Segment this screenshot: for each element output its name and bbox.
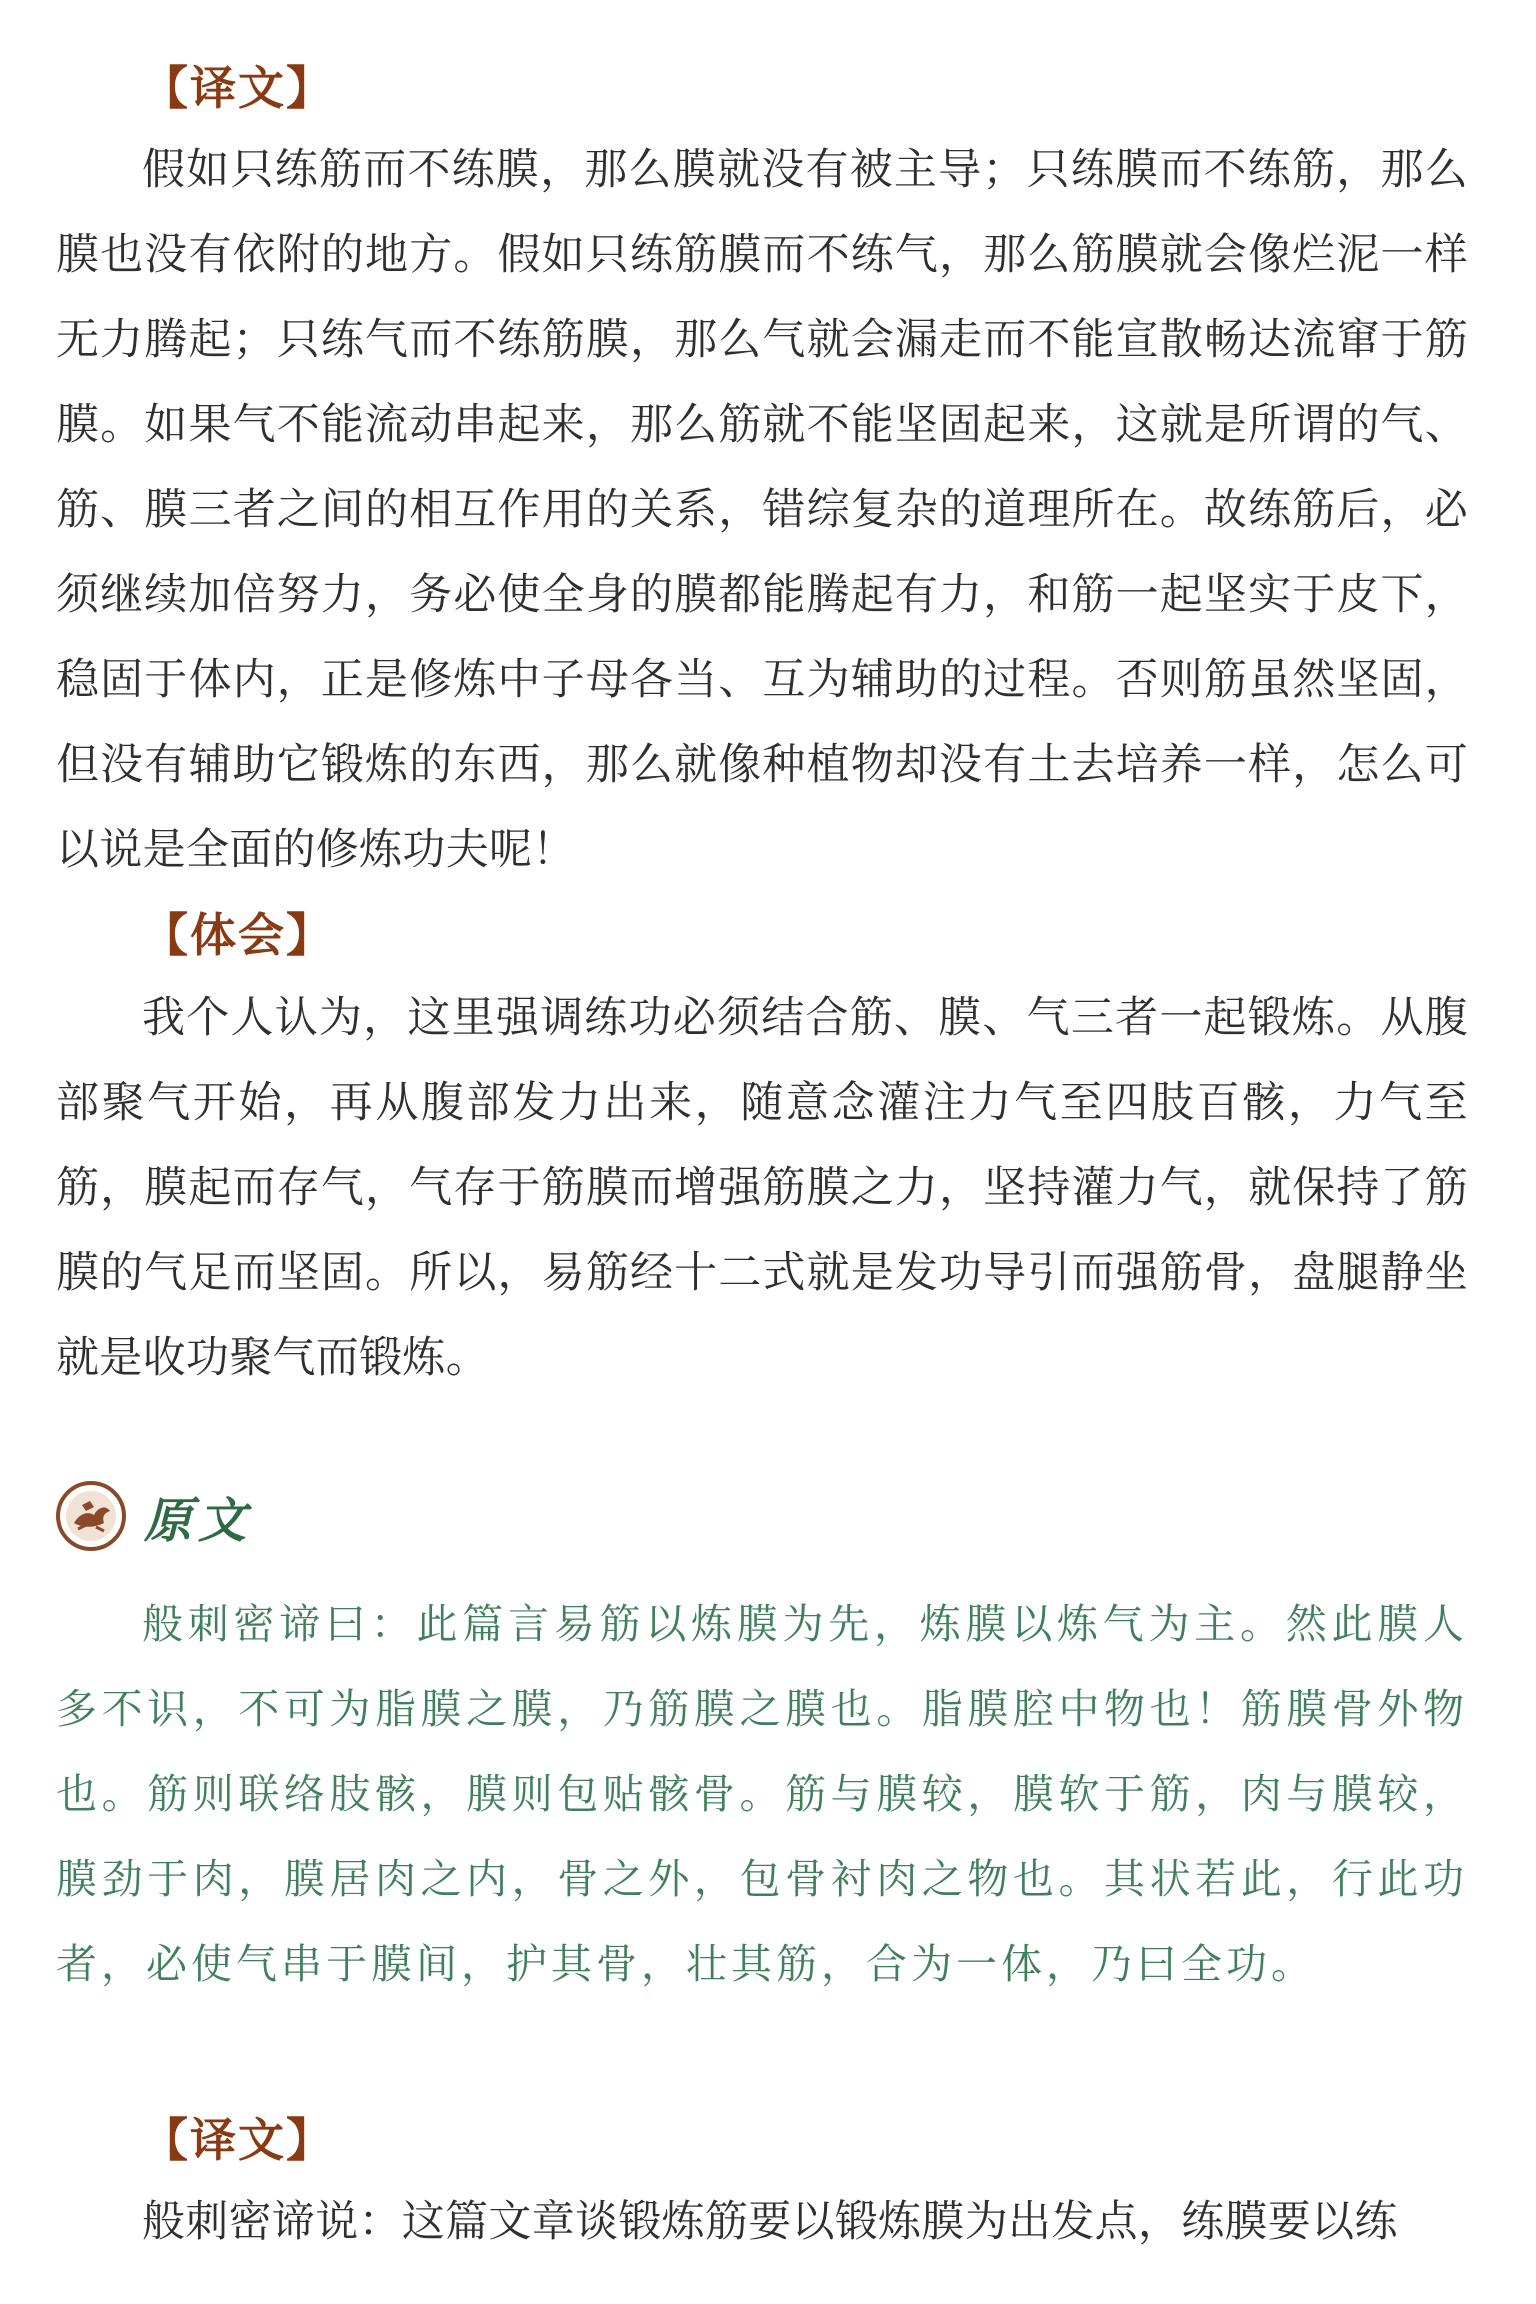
insight-heading: 【体会】 xyxy=(142,908,334,962)
translation-heading-2: 【译文】 xyxy=(142,2113,334,2167)
original-section-label: 原文 xyxy=(144,1492,253,1549)
insight-paragraph: 我个人认为，这里强调练功必须结合筋、膜、气三者一起锻炼。从腹部聚气开始，再从腹部发力出来，随意念灌注力气至四肢百骸，力气至筋，膜起而存气，气存于筋膜而增强筋膜之力，坚持灌力气，就保持了筋膜的气足而坚固。所以，易筋经十二式就是发功导引而强筋骨，盘腿静坐就是收功聚气而锻炼。 xyxy=(56,993,1468,1383)
original-classic-paragraph: 般刺密谛曰：此篇言易筋以炼膜为先，炼膜以炼气为主。然此膜人多不识，不可为脂膜之膜，乃筋膜之膜也。脂膜腔中物也！筋膜骨外物也。筋则联络肢骸，膜则包贴骸骨。筋与膜较，膜软于筋，肉与膜较，膜劲于肉，膜居肉之内，骨之外，包骨衬肉之物也。其状若此，行此功者，必使气串于膜间，护其骨，壮其筋，合为一体，乃曰全功。 xyxy=(56,1600,1468,1988)
translation-paragraph-2: 般刺密谛说：这篇文章谈锻炼筋要以锻炼膜为出发点，练膜要以练 xyxy=(142,2197,1398,2247)
translation-heading-1: 【译文】 xyxy=(142,61,334,115)
seal-emblem-icon xyxy=(56,1481,126,1551)
original-section-title xyxy=(56,1478,252,1554)
translation-paragraph-1: 假如只练筋而不练膜，那么膜就没有被主导；只练膜而不练筋，那么膜也没有依附的地方。假如只练筋膜而不练气，那么筋膜就会像烂泥一样无力腾起；只练气而不练筋膜，那么气就会漏走而不能宣散畅达流窜于筋膜。如果气不能流动串起来，那么筋就不能坚固起来，这就是所谓的气、筋、膜三者之间的相互作用的关系，错综复杂的道理所在。故练筋后，必须继续加倍努力，务必使全身的膜都能腾起有力，和筋一起坚实于皮下，稳固于体内，正是修炼中子母各当、互为辅助的过程。否则筋虽然坚固，但没有辅助它锻炼的东西，那么就像种植物却没有土去培养一样，怎么可以说是全面的修炼功夫呢！ xyxy=(56,145,1468,875)
